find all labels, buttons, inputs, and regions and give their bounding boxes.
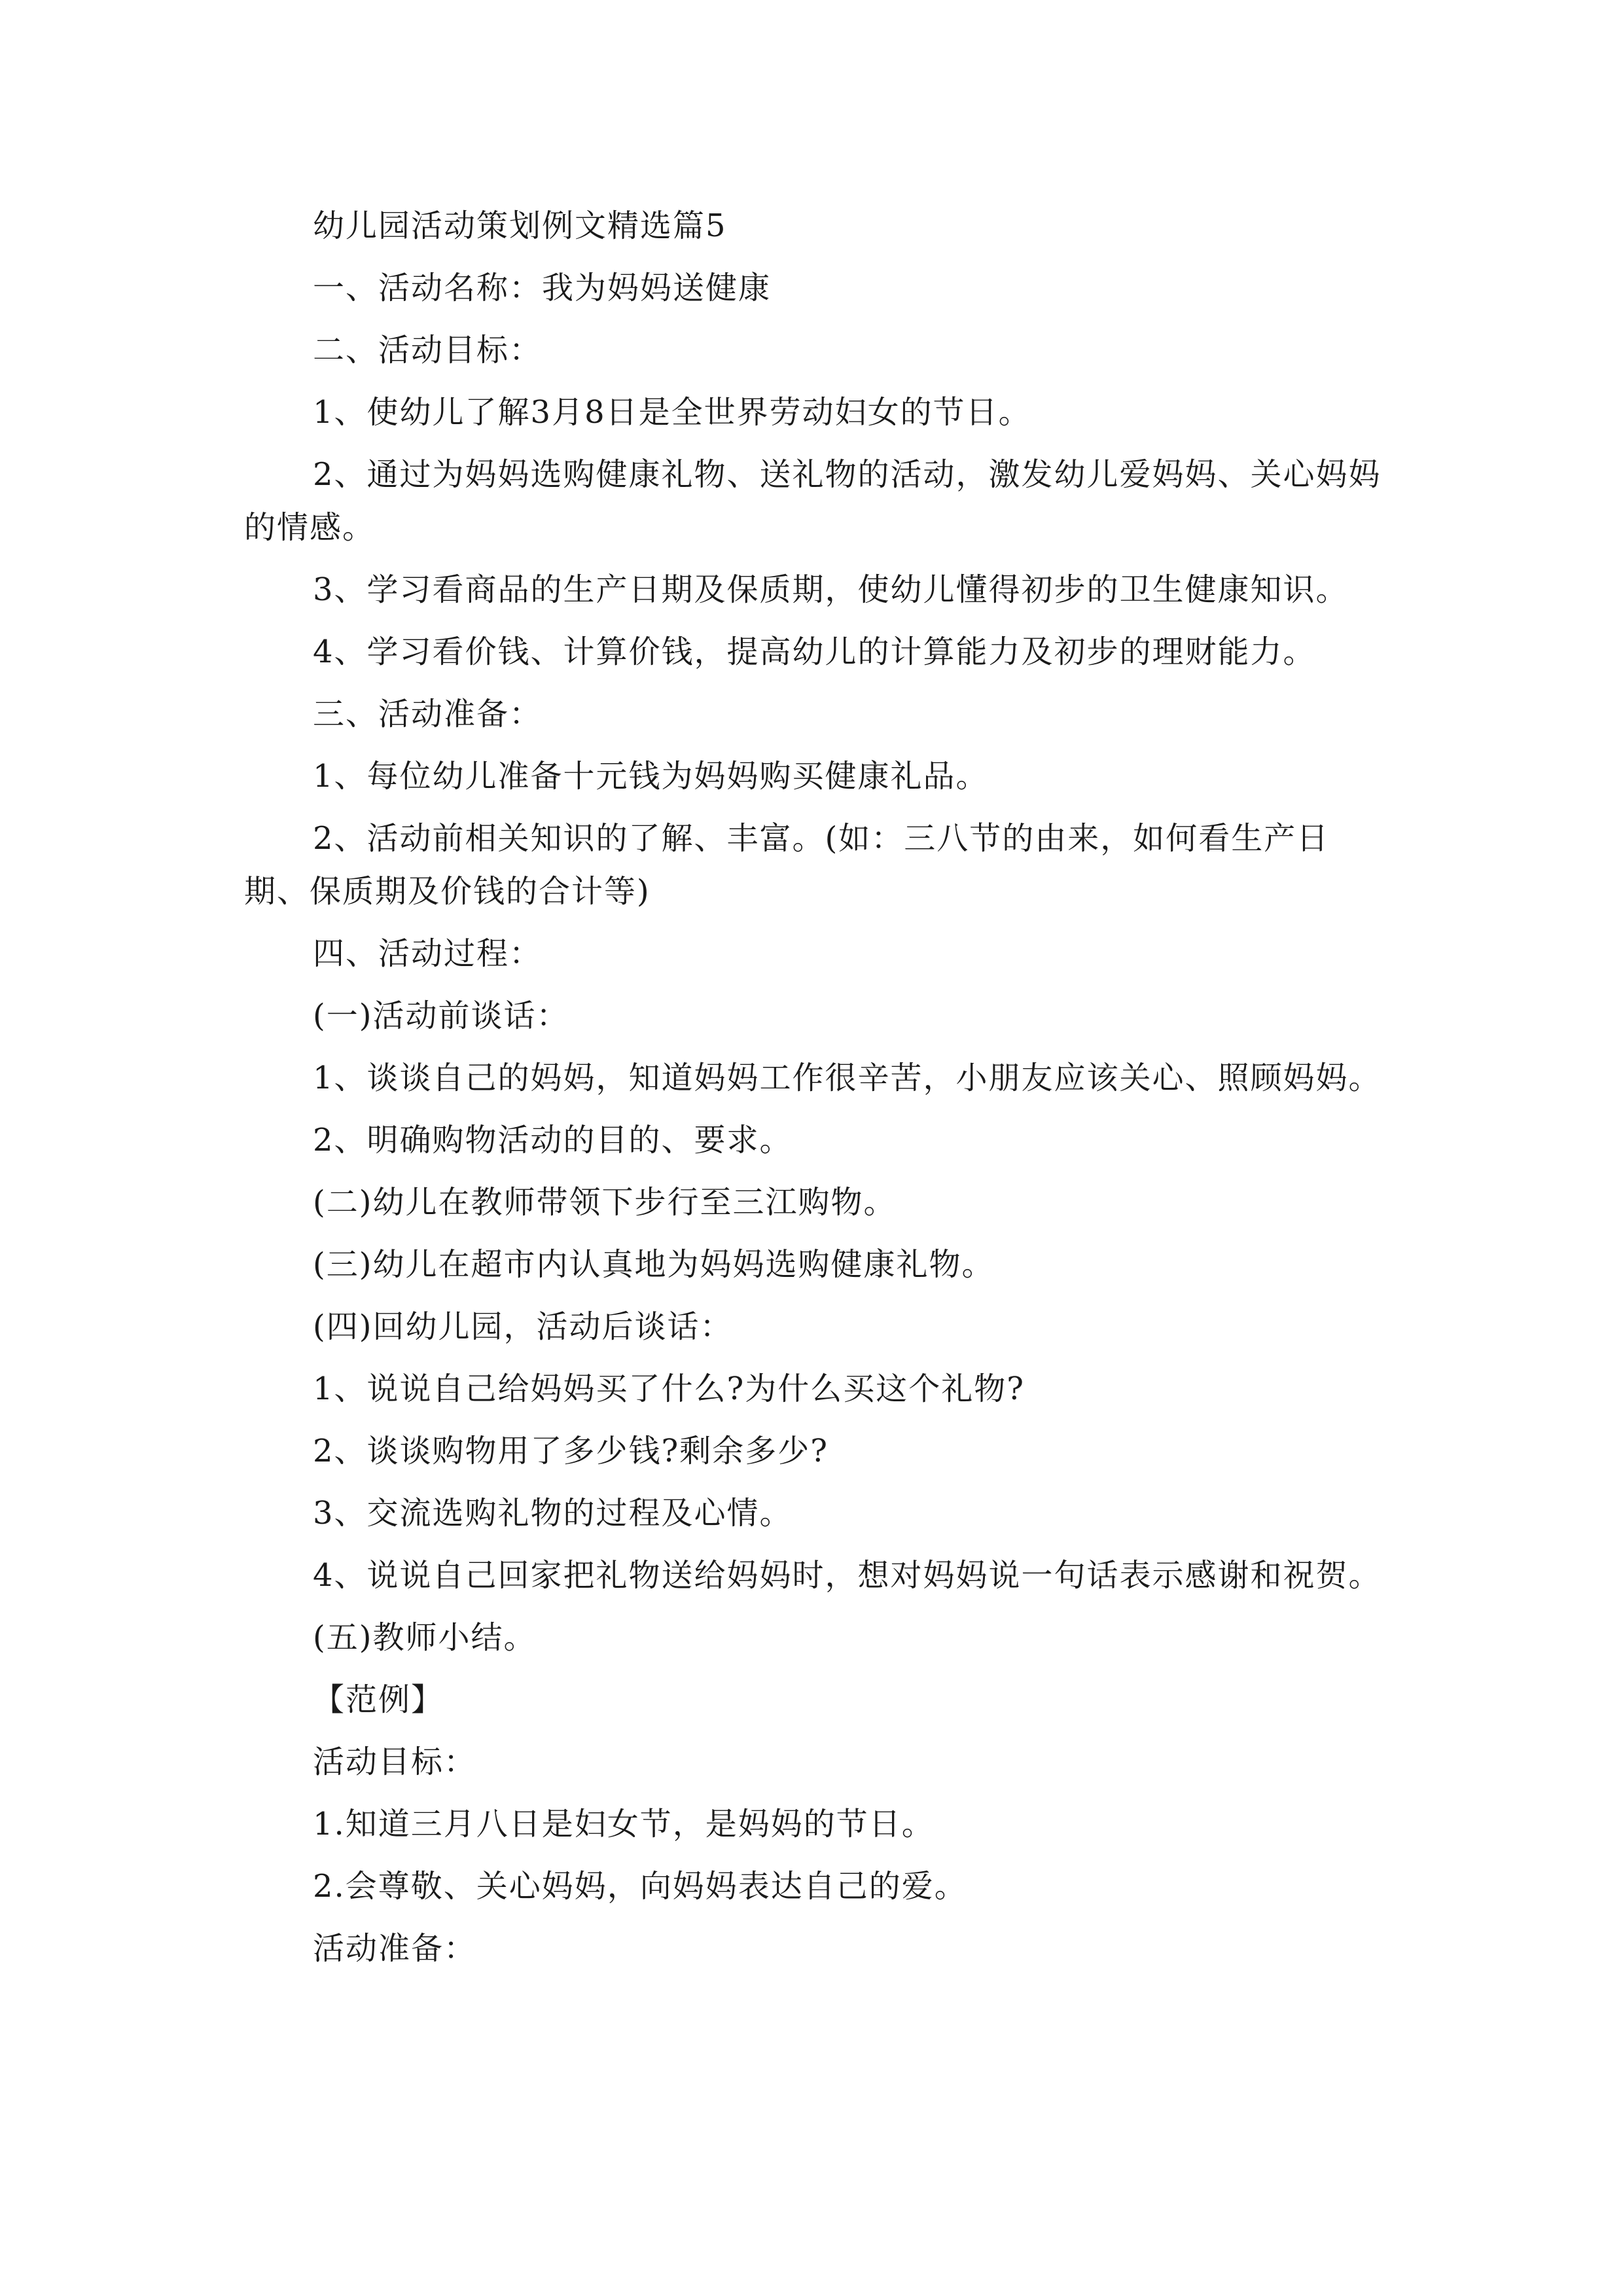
list-item: 2、明确购物活动的目的、要求。 <box>313 1122 793 1158</box>
section-heading: 活动目标： <box>313 1744 477 1780</box>
list-item: 3、交流选购礼物的过程及心情。 <box>313 1495 793 1532</box>
subsection-heading: (五)教师小结。 <box>313 1619 537 1656</box>
document-title: 幼儿园活动策划例文精选篇5 <box>313 207 727 244</box>
list-item: 1、谈谈自己的妈妈，知道妈妈工作很辛苦，小朋友应该关心、照顾妈妈。 <box>313 1060 1382 1096</box>
example-heading: 【范例】 <box>313 1681 444 1718</box>
list-item: 4、学习看价钱、计算价钱，提高幼儿的计算能力及初步的理财能力。 <box>313 634 1316 670</box>
list-item: 2.会尊敬、关心妈妈，向妈妈表达自己的爱。 <box>313 1868 967 1905</box>
list-item: 3、学习看商品的生产日期及保质期，使幼儿懂得初步的卫生健康知识。 <box>313 571 1349 608</box>
document-body <box>244 200 1383 1984</box>
list-item: 1.知道三月八日是妇女节，是妈妈的节日。 <box>313 1806 935 1842</box>
section-heading: 四、活动过程： <box>313 935 543 972</box>
list-item: 1、说说自己给妈妈买了什么?为什么买这个礼物? <box>313 1371 1026 1407</box>
section-heading: 三、活动准备： <box>313 696 543 732</box>
list-item: 1、使幼儿了解3月8日是全世界劳动妇女的节日。 <box>313 394 1031 431</box>
list-item: 2、通过为妈妈选购健康礼物、送礼物的活动，激发幼儿爱妈妈、关心妈妈的情感。 <box>244 456 1382 546</box>
list-item: 2、谈谈购物用了多少钱?剩余多少? <box>313 1433 829 1469</box>
section-heading: 二、活动目标： <box>313 332 543 368</box>
section-heading: 活动准备： <box>313 1930 477 1967</box>
list-item: 2、活动前相关知识的了解、丰富。(如：三八节的由来，如何看生产日期、保质期及价钱的合计等) <box>244 820 1330 910</box>
list-item: 4、说说自己回家把礼物送给妈妈时，想对妈妈说一句话表示感谢和祝贺。 <box>313 1557 1382 1594</box>
subsection-heading: (三)幼儿在超市内认真地为妈妈选购健康礼物。 <box>313 1246 995 1283</box>
subsection-heading: (四)回幼儿园，活动后谈话： <box>313 1308 733 1345</box>
subsection-heading: (一)活动前谈话： <box>313 997 569 1034</box>
list-item: 1、每位幼儿准备十元钱为妈妈购买健康礼品。 <box>313 758 989 795</box>
subsection-heading: (二)幼儿在教师带领下步行至三江购物。 <box>313 1184 897 1221</box>
section-heading: 一、活动名称：我为妈妈送健康 <box>313 270 772 306</box>
